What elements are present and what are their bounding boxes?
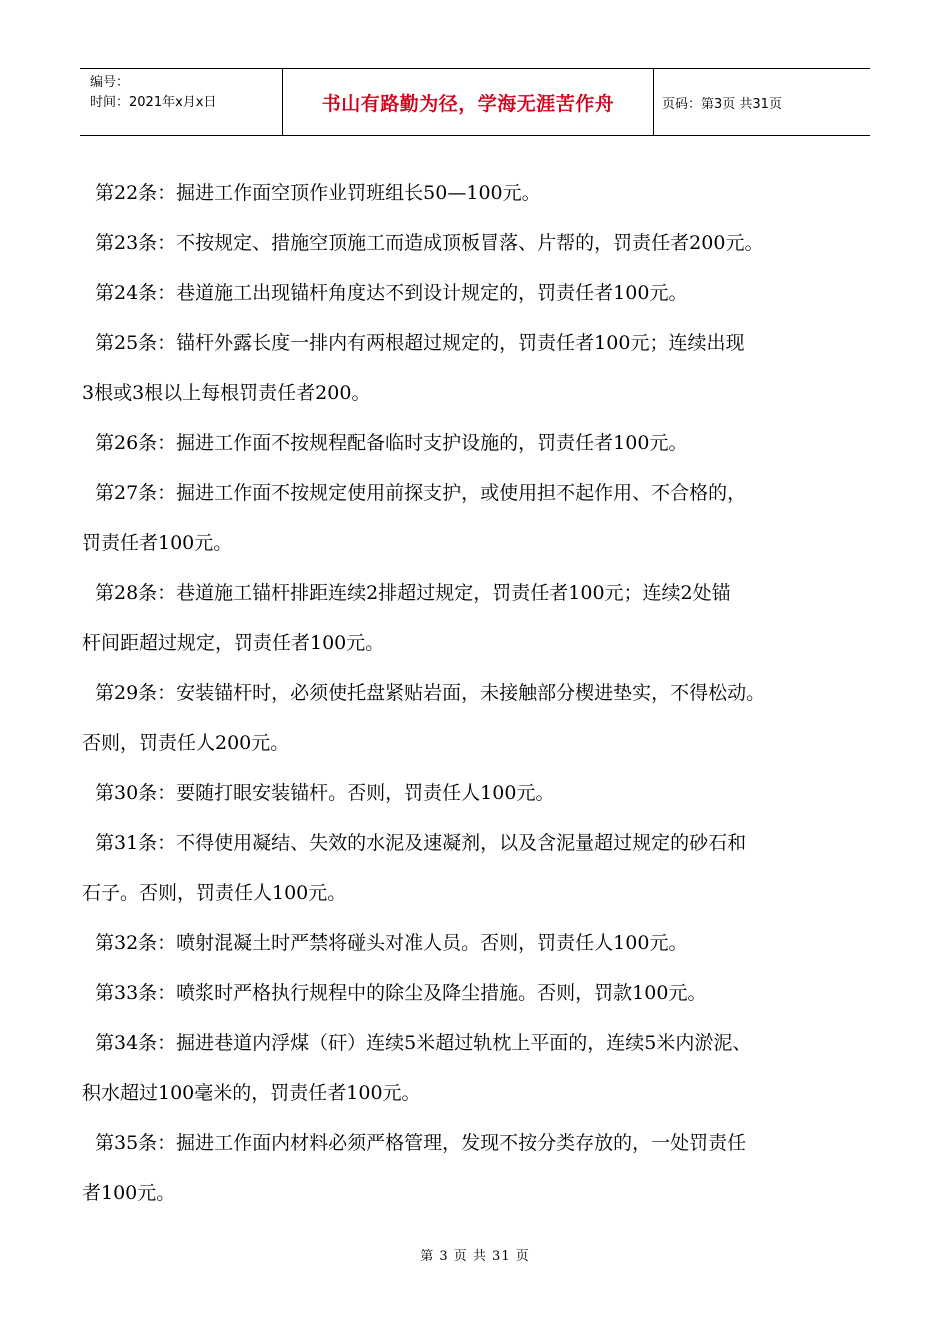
article-line: 第23条：不按规定、措施空顶施工而造成顶板冒落、片帮的，罚责任者200元。 [95,232,764,254]
article-line-continuation: 3根或3根以上每根罚责任者200。 [82,382,371,404]
article-line: 第29条：安装锚杆时，必须使托盘紧贴岩面，未接触部分楔进垫实，不得松动。 [95,682,766,704]
article-line-continuation: 者100元。 [82,1182,176,1204]
article-line: 第26条：掘进工作面不按规程配备临时支护设施的，罚责任者100元。 [95,432,688,454]
page-header [80,68,870,136]
article-line: 第24条：巷道施工出现锚杆角度达不到设计规定的，罚责任者100元。 [95,282,688,304]
article-line-continuation: 石子。否则，罚责任人100元。 [82,882,347,904]
article-line: 第25条：锚杆外露长度一排内有两根超过规定的，罚责任者100元；连续出现 [95,332,745,354]
article-line-continuation: 罚责任者100元。 [82,532,233,554]
serial-number-label: 编号： [90,75,130,90]
article-line-continuation: 积水超过100毫米的，罚责任者100元。 [82,1082,421,1104]
article-line: 第22条：掘进工作面空顶作业罚班组长50—100元。 [95,182,541,204]
header-meta-cell [80,69,282,135]
article-line: 第32条：喷射混凝土时严禁将碰头对准人员。否则，罚责任人100元。 [95,932,688,954]
header-page-info: 页码：第3页 共31页 [662,96,782,112]
document-body [82,168,872,1218]
article-line-continuation: 杆间距超过规定，罚责任者100元。 [82,632,385,654]
page-footer: 第 3 页 共 31 页 [420,1249,530,1264]
article-line: 第34条：掘进巷道内浮煤（矸）连续5米超过轨枕上平面的，连续5米内淤泥、 [95,1032,752,1054]
article-line: 第35条：掘进工作面内材料必须严格管理，发现不按分类存放的，一处罚责任 [95,1132,747,1154]
article-line: 第31条：不得使用凝结、失效的水泥及速凝剂，以及含泥量超过规定的砂石和 [95,832,747,854]
article-line-continuation: 否则，罚责任人200元。 [82,732,290,754]
article-line: 第30条：要随打眼安装锚杆。否则，罚责任人100元。 [95,782,555,804]
article-line: 第33条：喷浆时严格执行规程中的除尘及降尘措施。否则，罚款100元。 [95,982,707,1004]
article-line: 第27条：掘进工作面不按规定使用前探支护，或使用担不起作用、不合格的， [95,482,747,504]
date-label: 时间：2021年x月x日 [90,95,217,110]
article-line: 第28条：巷道施工锚杆排距连续2排超过规定，罚责任者100元；连续2处锚 [95,582,731,604]
header-motto: 书山有路勤为径，学海无涯苦作舟 [282,69,654,135]
